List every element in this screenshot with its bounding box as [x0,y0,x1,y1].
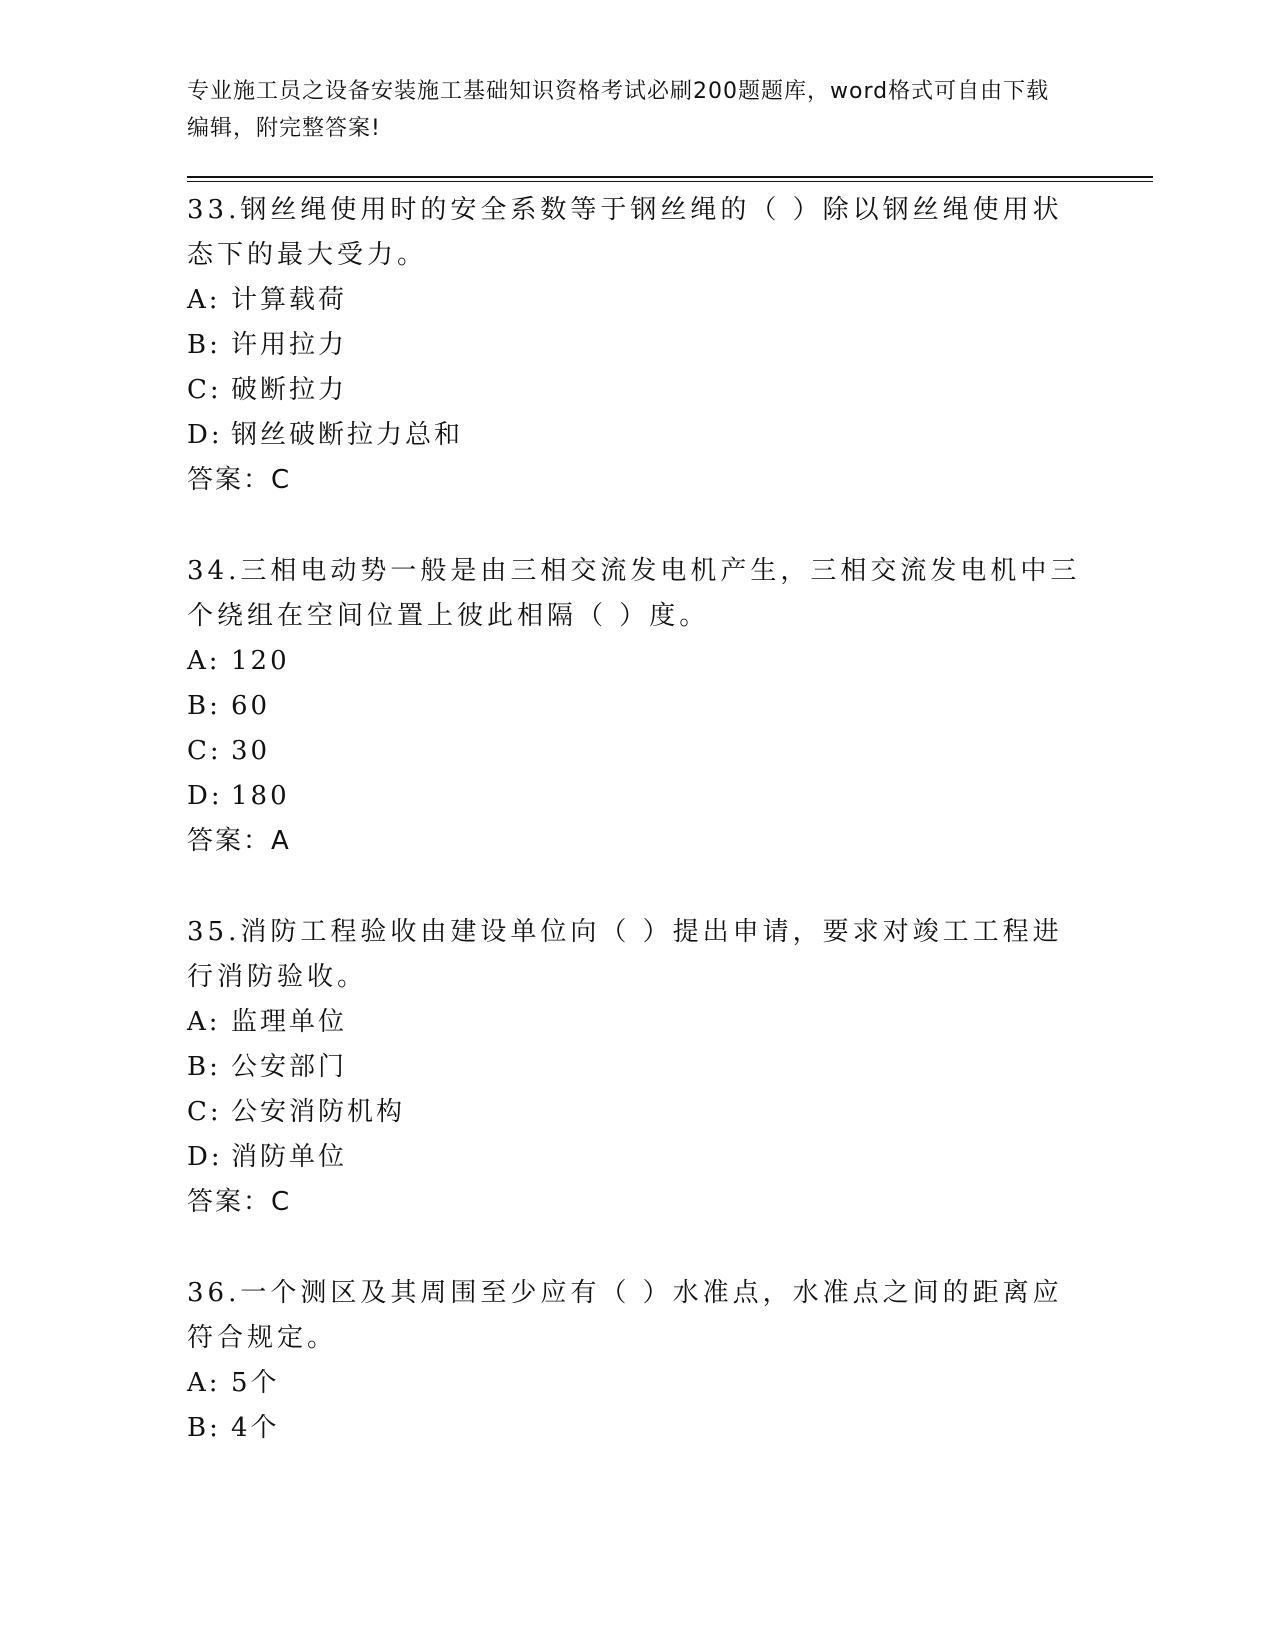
option-c [187,1090,1087,1135]
header-divider-thin [187,181,1153,182]
option-text: 破断拉力 [231,375,348,405]
option-b [187,323,1087,368]
question-stem: 34.三相电动势一般是由三相交流发电机产生，三相交流发电机中三个绕组在空间位置上彼此相隔（ ）度。 [187,556,1081,631]
option-key: A: [187,1007,221,1037]
option-b [187,1406,1087,1451]
document-header: 专业施工员之设备安装施工基础知识资格考试必刷200题题库，word格式可自由下载编辑，附完整答案! [187,79,1050,141]
question-33 [187,188,1087,503]
option-key: D: [187,781,223,811]
option-a [187,1361,1087,1406]
option-a [187,639,1087,684]
option-text: 许用拉力 [231,330,348,360]
answer-line: 答案：C [187,465,292,495]
option-text: 30 [231,736,271,766]
option-text: 监理单位 [231,1007,348,1037]
question-list [187,188,1087,1497]
question-stem: 35.消防工程验收由建设单位向（ ）提出申请，要求对竣工工程进行消防验收。 [187,917,1063,992]
option-key: A: [187,285,221,315]
option-a [187,278,1087,323]
question-stem: 36.一个测区及其周围至少应有（ ）水准点，水准点之间的距离应符合规定。 [187,1278,1063,1353]
option-d [187,413,1087,458]
answer-line: 答案：A [187,826,291,856]
option-text: 公安消防机构 [231,1097,406,1127]
option-text: 180 [231,781,290,811]
option-text: 120 [231,646,290,676]
option-text: 钢丝破断拉力总和 [231,420,464,450]
option-key: C: [187,736,222,766]
question-35 [187,910,1087,1225]
option-c [187,729,1087,774]
option-key: B: [187,330,221,360]
header-divider-thick [187,176,1153,178]
option-key: D: [187,1142,223,1172]
option-key: C: [187,1097,222,1127]
option-text: 4个 [231,1413,280,1443]
option-c [187,368,1087,413]
question-stem: 33.钢丝绳使用时的安全系数等于钢丝绳的（ ）除以钢丝绳使用状态下的最大受力。 [187,195,1063,270]
option-text: 计算载荷 [231,285,348,315]
option-text: 5个 [231,1368,280,1398]
option-key: B: [187,691,221,721]
option-key: A: [187,646,221,676]
option-text: 60 [231,691,271,721]
question-36 [187,1271,1087,1451]
option-b [187,1045,1087,1090]
option-key: B: [187,1413,221,1443]
option-a [187,1000,1087,1045]
option-key: B: [187,1052,221,1082]
option-text: 公安部门 [231,1052,348,1082]
option-text: 消防单位 [231,1142,348,1172]
option-key: A: [187,1368,221,1398]
answer-line: 答案：C [187,1187,292,1217]
option-key: C: [187,375,222,405]
option-key: D: [187,420,223,450]
option-d [187,1135,1087,1180]
option-b [187,684,1087,729]
option-d [187,774,1087,819]
question-34 [187,549,1087,864]
